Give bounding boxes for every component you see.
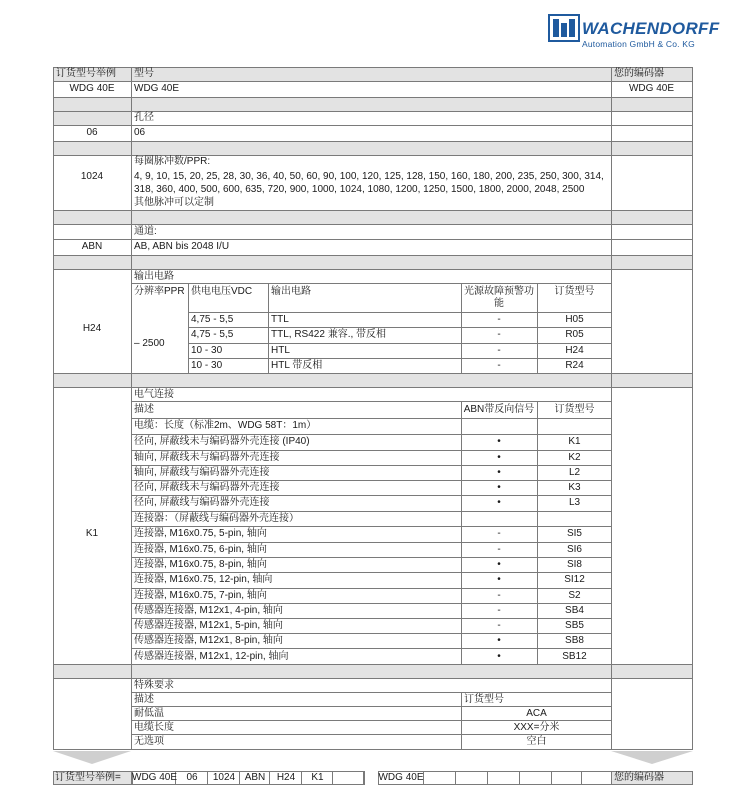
output-row-alarm: -	[497, 360, 501, 371]
connector-row-desc: 连接器, M16x0.75, 12-pin, 轴向	[134, 574, 273, 585]
your-code-box[interactable]	[520, 771, 552, 785]
your-code-box-value: WDG 40E	[378, 772, 424, 783]
cable-row-code: L2	[568, 467, 581, 478]
output-row-alarm: -	[497, 345, 501, 356]
connector-row-abn: -	[497, 590, 501, 601]
bore-title: 孔径	[134, 112, 154, 123]
ppr-example: 1024	[80, 171, 104, 182]
special-row-desc: 耐低温	[134, 708, 164, 719]
special-row-desc: 电缆长度	[134, 722, 174, 733]
order-code-box[interactable]	[364, 771, 365, 785]
output-header-voltage: 供电电压VDC	[191, 286, 253, 297]
special-header-code: 订货型号	[464, 694, 504, 705]
order-code-box-value: WDG 40E	[132, 772, 178, 783]
output-row-voltage: 4,75 - 5,5	[191, 329, 234, 340]
special-row-code: ACA	[526, 708, 547, 719]
connector-row-desc: 连接器, M16x0.75, 7-pin, 轴向	[134, 590, 267, 601]
your-code-box[interactable]	[582, 771, 612, 785]
special-row-code: XXX=分米	[513, 722, 560, 733]
yours-type-value: WDG 40E	[628, 83, 674, 94]
connector-row-abn: •	[497, 559, 501, 570]
cable-row-desc: 轴向, 屏蔽线与编码器外壳连接	[134, 467, 270, 478]
output-row-voltage: 10 - 30	[191, 345, 223, 356]
connector-row-code: SI12	[564, 574, 585, 585]
connector-row-abn: -	[497, 620, 501, 631]
connector-row-code: SB5	[565, 620, 584, 631]
connector-row-code: SB4	[565, 605, 584, 616]
cable-row-desc: 径向, 屏蔽线与编码器外壳连接	[134, 497, 270, 508]
special-row-code: 空白	[526, 736, 547, 747]
example-type-value: WDG 40E	[69, 83, 115, 94]
bore-example: 06	[86, 127, 98, 138]
your-code-box[interactable]	[488, 771, 520, 785]
order-code-box-value: H24	[276, 772, 296, 783]
cable-subheader: 电缆：长度（标准2m、WDG 58T：1m）	[134, 420, 317, 431]
output-header-circuit: 输出电路	[271, 286, 311, 297]
electrical-header-abn: ABN带反向信号	[463, 404, 535, 415]
cable-row-desc: 径向, 屏蔽线未与编码器外壳连接 (IP40)	[134, 436, 310, 447]
connector-row-abn: -	[497, 528, 501, 539]
cable-row-abn: •	[497, 482, 501, 493]
electrical-title: 电气连接	[134, 389, 174, 400]
connector-row-code: SI5	[566, 528, 582, 539]
connector-row-abn: •	[497, 635, 501, 646]
output-header-alarm-1: 光源故障预警功	[464, 286, 534, 297]
connector-row-abn: -	[497, 544, 501, 555]
connector-row-abn: •	[497, 651, 501, 662]
electrical-example: K1	[85, 528, 99, 539]
output-row-circuit: HTL 带反相	[271, 360, 323, 371]
cable-row-abn: •	[497, 452, 501, 463]
ppr-values-line1: 4, 9, 10, 15, 20, 25, 28, 30, 36, 40, 50, 60, 90, 100, 120, 125, 128, 150, 160, 180, 200, 235, 250, 300, 314,	[134, 171, 604, 182]
col-header-type: 型号	[134, 68, 154, 79]
output-title: 输出电路	[134, 271, 174, 282]
connector-row-desc: 连接器, M16x0.75, 6-pin, 轴向	[134, 544, 267, 555]
brand-tagline: Automation GmbH & Co. KG	[582, 39, 695, 49]
cable-row-abn: •	[497, 436, 501, 447]
output-row-voltage: 4,75 - 5,5	[191, 314, 234, 325]
connector-row-desc: 传感器连接器, M12x1, 5-pin, 轴向	[134, 620, 283, 631]
ppr-values-line2: 318, 360, 400, 500, 600, 635, 720, 900, 1000, 1024, 1080, 1200, 1250, 1500, 1800, 2000, 2048, 2500	[134, 184, 585, 195]
output-row-circuit: TTL	[271, 314, 289, 325]
cable-row-code: K3	[568, 482, 581, 493]
output-row-code: R05	[565, 329, 584, 340]
output-row-circuit: TTL, RS422 兼容., 带反相	[271, 329, 387, 340]
cable-row-code: L3	[568, 497, 581, 508]
your-code-box[interactable]	[552, 771, 582, 785]
bore-value: 06	[134, 127, 146, 138]
connector-row-desc: 连接器, M16x0.75, 8-pin, 轴向	[134, 559, 267, 570]
output-row-code: R24	[565, 360, 584, 371]
cable-row-code: K1	[568, 436, 581, 447]
connector-row-abn: •	[497, 574, 501, 585]
channels-title: 通道:	[134, 226, 157, 237]
cable-row-code: K2	[568, 452, 581, 463]
channels-value: AB, ABN bis 2048 I/U	[134, 241, 230, 252]
cable-row-desc: 径向, 屏蔽线未与编码器外壳连接	[134, 482, 280, 493]
order-code-box-value: K1	[311, 772, 324, 783]
connector-row-code: S2	[568, 590, 581, 601]
output-row-voltage: 10 - 30	[191, 360, 223, 371]
order-code-box-value: ABN	[244, 772, 266, 783]
output-row-circuit: HTL	[271, 345, 290, 356]
ppr-custom-note: 其他脉冲可以定制	[134, 197, 214, 208]
output-header-code: 订货型号	[554, 286, 595, 297]
connector-row-code: SI8	[566, 559, 582, 570]
type-value: WDG 40E	[134, 83, 180, 94]
output-header-ppr: 分辨率PPR	[134, 286, 185, 297]
your-code-box[interactable]	[424, 771, 456, 785]
output-row-alarm: -	[497, 329, 501, 340]
output-header-alarm-2: 能	[494, 298, 504, 309]
special-row-desc: 无选项	[134, 736, 164, 747]
output-example: H24	[82, 323, 102, 334]
output-row-code: H05	[565, 314, 584, 325]
connector-row-code: SB8	[565, 635, 584, 646]
electrical-header-code: 订货型号	[554, 404, 595, 415]
output-row-alarm: -	[497, 314, 501, 325]
cable-row-abn: •	[497, 467, 501, 478]
electrical-header-desc: 描述	[134, 404, 154, 415]
order-code-box[interactable]	[333, 771, 364, 785]
connector-row-desc: 传感器连接器, M12x1, 8-pin, 轴向	[134, 635, 283, 646]
connector-row-desc: 传感器连接器, M12x1, 12-pin, 轴向	[134, 651, 289, 662]
special-header-desc: 描述	[134, 694, 154, 705]
ppr-title: 每圈脉冲数/PPR:	[134, 156, 211, 167]
order-code-box-value: 06	[186, 772, 198, 783]
order-code-label: 订货型号举例=	[55, 772, 121, 783]
your-code-box[interactable]	[456, 771, 488, 785]
connector-row-code: SB12	[562, 651, 587, 662]
connector-row-code: SI6	[566, 544, 582, 555]
left-down-arrow-icon	[53, 751, 131, 765]
special-title: 特殊要求	[134, 680, 174, 691]
col-header-example: 订货型号举例	[56, 68, 116, 79]
connector-subheader: 连接器：（屏蔽线与编码器外壳连接）	[134, 513, 299, 524]
right-down-arrow-icon	[611, 751, 693, 765]
connector-row-abn: -	[497, 605, 501, 616]
connector-row-desc: 传感器连接器, M12x1, 4-pin, 轴向	[134, 605, 283, 616]
output-row-code: H24	[565, 345, 584, 356]
output-ppr-value: – 2500	[134, 338, 165, 349]
brand-name: WACHENDORFF	[582, 19, 720, 38]
col-header-yours: 您的编码器	[614, 68, 664, 79]
channels-example: ABN	[81, 241, 103, 252]
cable-row-abn: •	[497, 497, 501, 508]
order-code-box-value: 1024	[212, 772, 236, 783]
cable-row-desc: 轴向, 屏蔽线未与编码器外壳连接	[134, 452, 280, 463]
connector-row-desc: 连接器, M16x0.75, 5-pin, 轴向	[134, 528, 267, 539]
your-encoder-label: 您的编码器	[614, 772, 664, 783]
